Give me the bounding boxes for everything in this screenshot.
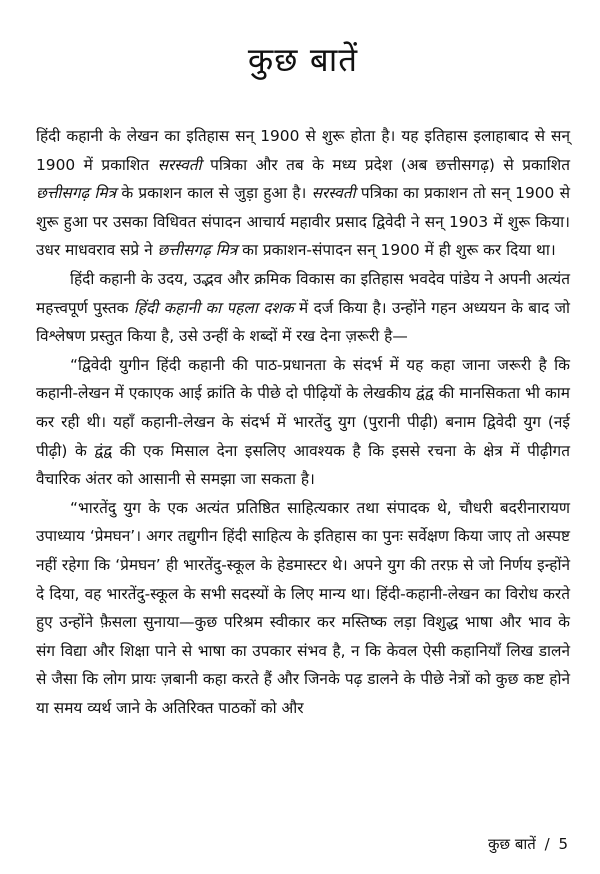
italic-title-text: छत्तीसगढ़ मित्र bbox=[157, 241, 238, 260]
paragraph bbox=[36, 351, 570, 494]
italic-title-text: सरस्वती bbox=[311, 184, 356, 203]
italic-title-text: सरस्वती bbox=[157, 155, 202, 174]
paragraph-text: “भारतेंदु युग के एक अत्यंत प्रतिष्ठित साहित्यकार तथा संपादक थे, चौधरी बदरीनारायण उपाध्याय ‘प्रेमघन’। अगर तद्युगीन हिंदी साहित्य के इतिहास का पुनः सर्वेक्षण किया जाए तो अस्पष्ट नहीं रहेगा कि ‘प्रेमघन’ ही भारतेंदु-स्कूल के हेडमास्टर थे। अपने युग की तरफ़ से जो निर्णय इन्होंने दे दिया, वह भारतेंदु-स्कूल के सभी सदस्यों के लिए मान्य था। हिंदी-कहानी-लेखन का विरोध करते हुए उन्होंने फ़ैसला सुनाया—कुछ परिश्रम स्वीकार कर मस्तिष्क लड़ा विशुद्ध भाषा और भाव के संग विद्या और शिक्षा पाने से भाषा का उपकार संभव है, न कि केवल ऐसी कहानियाँ लिख डालने से जैसा कि लोग प्रायः ज़बानी कहा करते हैं और जिनके पढ़ डालने के पीछे नेत्रों को कुछ कष्ट होने या समय व्यर्थ जाने के अतिरिक्त पाठकों को और bbox=[36, 498, 570, 717]
paragraph-text: में दर्ज किया है। उन्होंने गहन अध्ययन के बाद जो विश्लेषण प्रस्तुत किया है, उसे उन्हीं के शब्दों में रख देना ज़रूरी है— bbox=[36, 298, 571, 346]
page-title: कुछ बातें bbox=[247, 40, 359, 79]
paragraph-text: हिंदी कहानी के उदय, उद्भव और क्रमिक विकास का इतिहास भवदेव पांडेय ने अपनी अत्यंत महत्त्वपूर्ण पुस्तक bbox=[36, 269, 570, 317]
paragraph bbox=[36, 265, 570, 351]
paragraph-text: हिंदी कहानी के लेखन का इतिहास सन् 1900 से शुरू होता है। यह इतिहास इलाहाबाद से सन् 1900 में प्रकाशित bbox=[36, 127, 570, 174]
paragraph-text: पत्रिका का प्रकाशन तो सन् 1900 से शुरू हुआ पर उसका विधिवत संपादन आचार्य महावीर प्रसाद द्विवेदी ने सन् 1903 में शुरू किया। उधर माधवराव सप्रे ने bbox=[36, 184, 570, 260]
paragraph-text: का प्रकाशन-संपादन सन् 1900 में ही शुरू कर दिया था। bbox=[237, 241, 556, 260]
paragraph-text: पत्रिका और तब के मध्य प्रदेश (अब छत्तीसगढ़) से प्रकाशित bbox=[201, 155, 571, 174]
running-head: कुछ बातें bbox=[488, 835, 536, 853]
italic-title-text: छत्तीसगढ़ मित्र bbox=[36, 184, 117, 203]
italic-title-text: हिंदी कहानी का पहला दशक bbox=[133, 298, 294, 317]
paragraph-text: के प्रकाशन काल से जुड़ा हुआ है। bbox=[116, 184, 312, 203]
paragraph-text: “द्विवेदी युगीन हिंदी कहानी की पाठ-प्रधानता के संदर्भ में यह कहा जाना जरूरी है कि कहानी-लेखन में एकाएक आई क्रांति के पीछे दो पीढ़ियों के लेखकीय द्वंद्व की मानसिकता भी काम कर रही थी। यहाँ कहानी-लेखन के संदर्भ में भारतेंदु युग (पुरानी पीढ़ी) बनाम द्विवेदी युग (नई पीढ़ी) के द्वंद्व की एक मिसाल देना इसलिए आवश्यक है कि इससे रचना के क्षेत्र में पीढ़ीगत वैचारिक अंतर को आसानी से समझा जा सकता है। bbox=[36, 355, 570, 489]
body-text bbox=[36, 122, 570, 722]
page-footer bbox=[488, 834, 568, 854]
paragraph bbox=[36, 494, 570, 723]
page-number: 5 bbox=[558, 835, 568, 853]
footer-separator: / bbox=[544, 835, 550, 853]
paragraph bbox=[36, 122, 570, 265]
